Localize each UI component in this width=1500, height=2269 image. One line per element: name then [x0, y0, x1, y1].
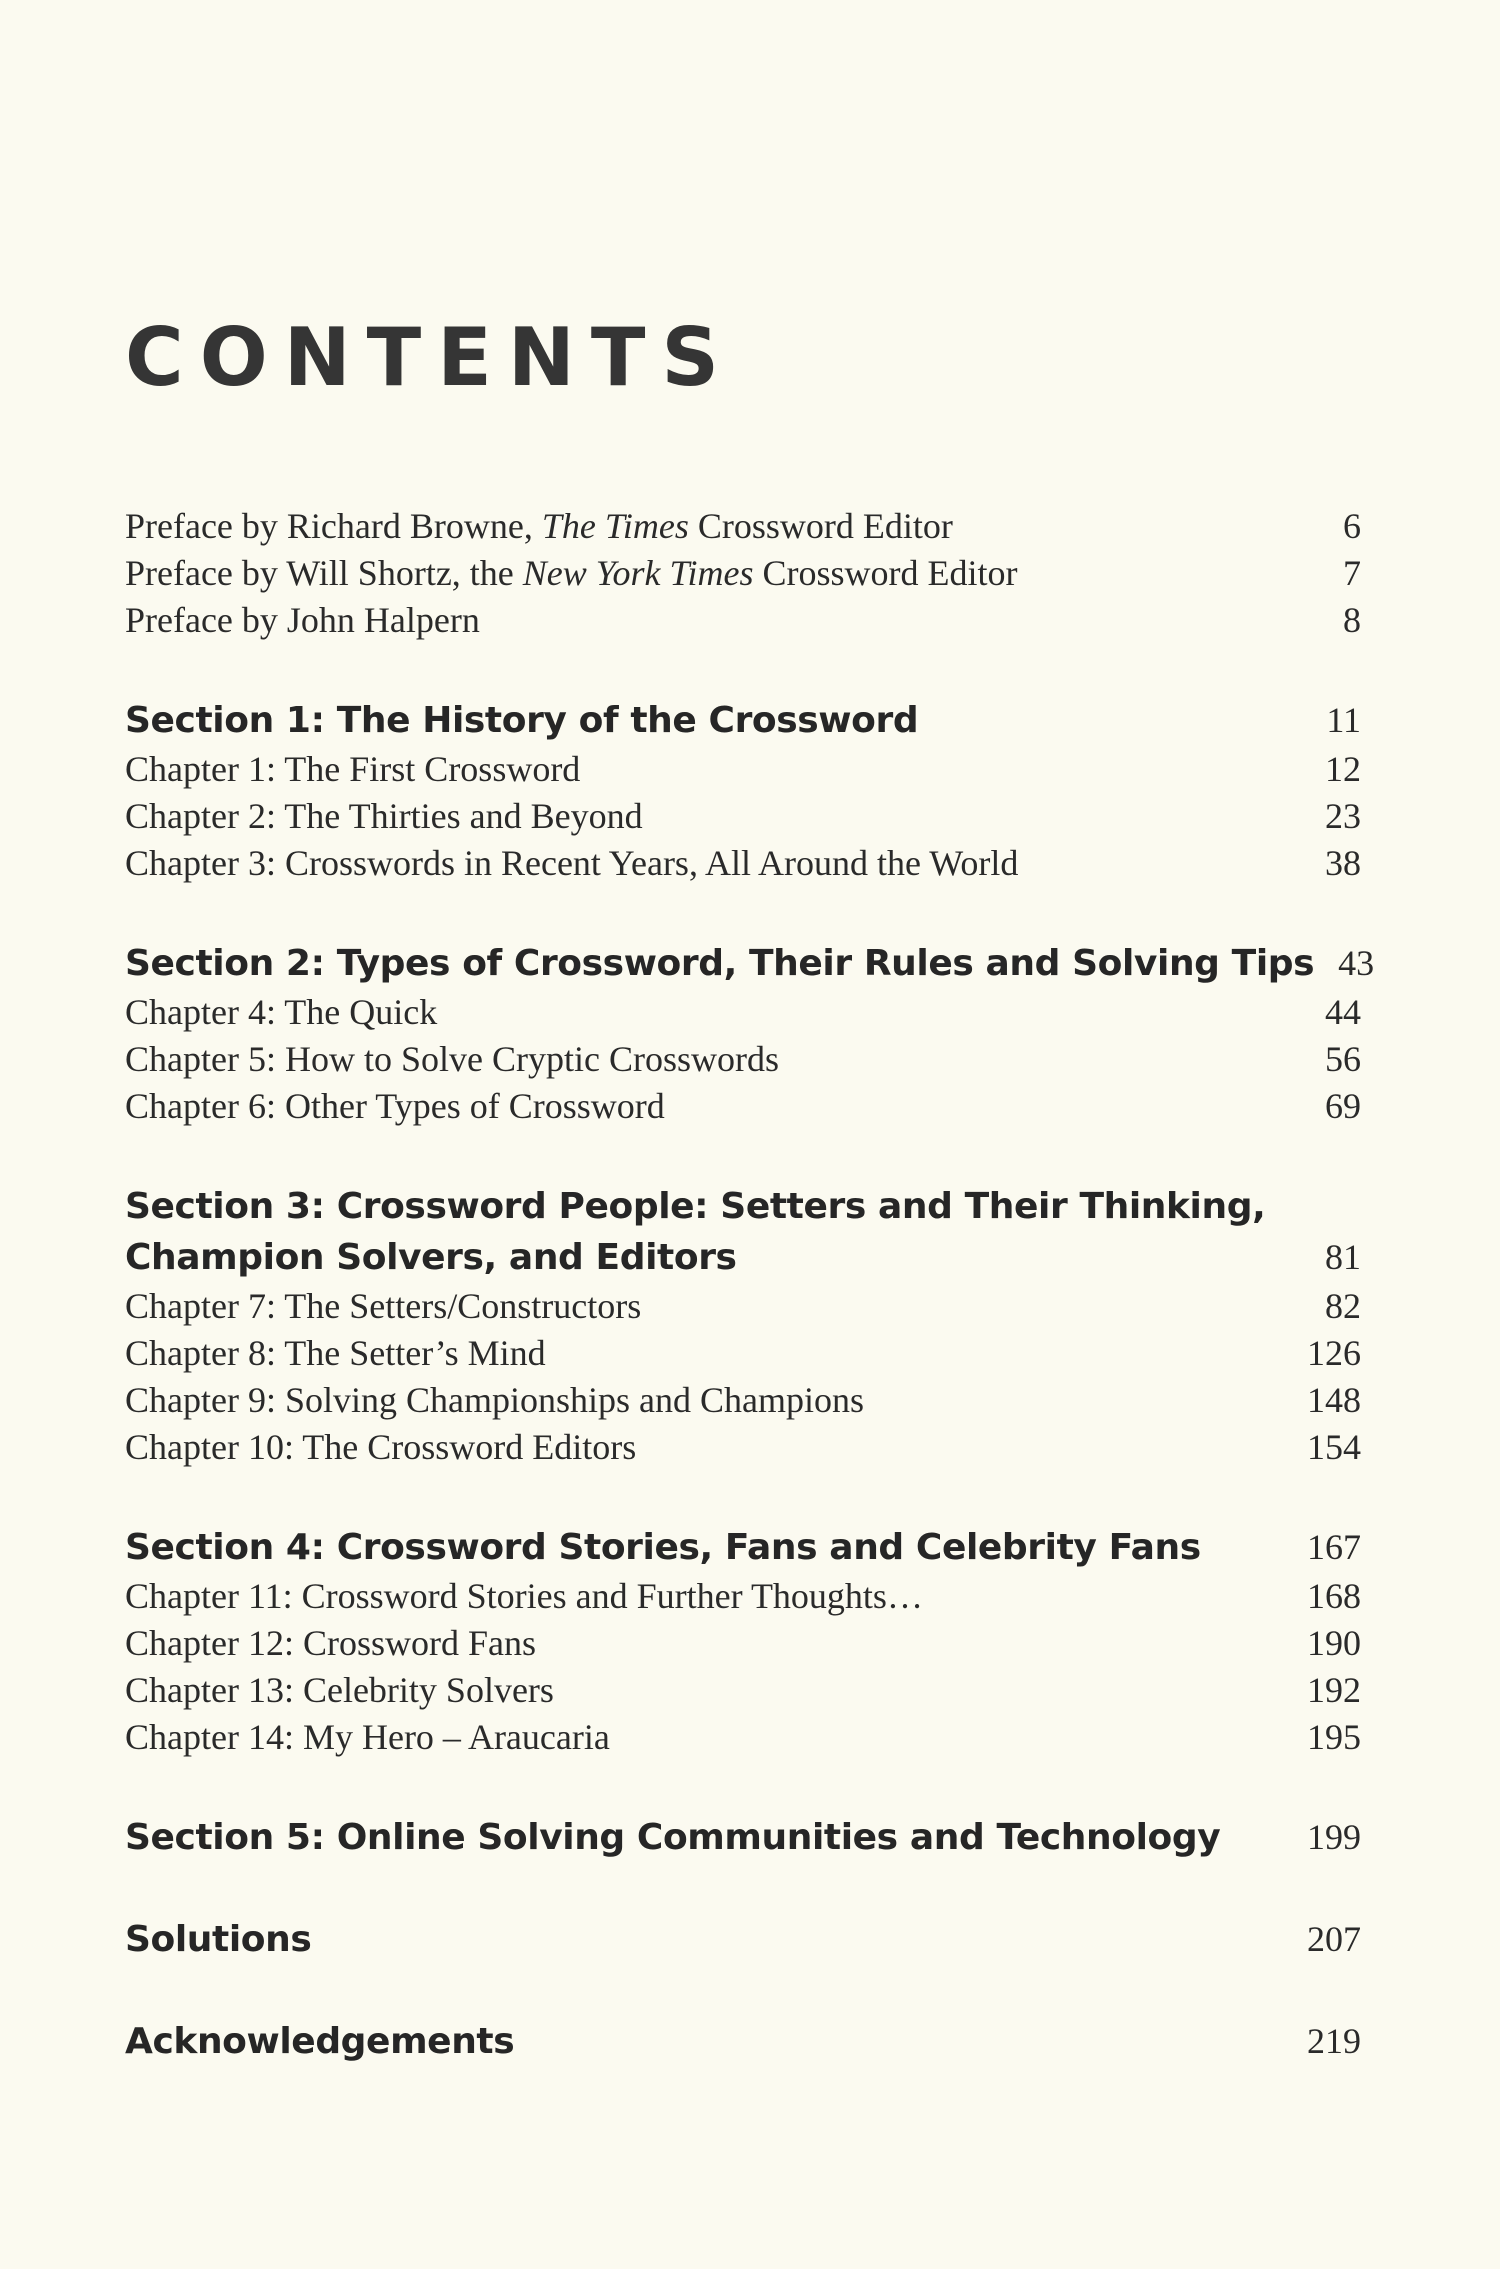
toc-entry-preface[interactable]	[125, 597, 1361, 644]
toc-page-number: 126	[1307, 1333, 1361, 1373]
preface-text: Preface by Richard Browne,	[125, 506, 542, 546]
toc-chapter-8[interactable]	[125, 1330, 1361, 1377]
chapter-title: Chapter 6: Other Types of Crossword	[125, 1086, 665, 1126]
toc-chapter-6[interactable]	[125, 1083, 1361, 1130]
section-title-line-2: Champion Solvers, and Editors	[125, 1237, 737, 1278]
chapter-title: Chapter 11: Crossword Stories and Further Thoughts…	[125, 1576, 923, 1616]
toc-page-number: 12	[1325, 749, 1361, 789]
chapter-title: Chapter 3: Crosswords in Recent Years, All Around the World	[125, 843, 1019, 883]
section-title: Solutions	[125, 1919, 312, 1960]
toc-solutions[interactable]	[125, 1914, 1361, 1965]
toc-page-number: 195	[1307, 1717, 1361, 1757]
toc-page-number: 207	[1307, 1919, 1361, 1959]
preface-text: Crossword Editor	[753, 553, 1018, 593]
toc-chapter-13[interactable]	[125, 1667, 1361, 1714]
spacer	[125, 1471, 1361, 1522]
toc-chapter-5[interactable]	[125, 1036, 1361, 1083]
page-title: CONTENTS	[125, 311, 736, 404]
toc-chapter-1[interactable]	[125, 746, 1361, 793]
toc-section-4[interactable]	[125, 1522, 1361, 1573]
toc-page-number: 199	[1307, 1817, 1361, 1857]
preface-italic: New York Times	[522, 553, 754, 593]
section-title: Acknowledgements	[125, 2021, 515, 2062]
toc-chapter-12[interactable]	[125, 1620, 1361, 1667]
section-title: Section 5: Online Solving Communities and Technology	[125, 1817, 1221, 1858]
chapter-title: Chapter 2: The Thirties and Beyond	[125, 796, 643, 836]
toc-page-number: 167	[1307, 1527, 1361, 1567]
toc-entry-label	[125, 550, 1018, 597]
spacer	[125, 1965, 1361, 2016]
toc-page-number: 148	[1307, 1380, 1361, 1420]
toc-page-number: 44	[1325, 992, 1361, 1032]
toc-chapter-4[interactable]	[125, 989, 1361, 1036]
toc-acknowledgements[interactable]	[125, 2016, 1361, 2067]
toc-page-number: 82	[1325, 1286, 1361, 1326]
section-title: Section 2: Types of Crossword, Their Rules and Solving Tips	[125, 943, 1315, 984]
preface-text: Preface by John Halpern	[125, 600, 480, 640]
chapter-title: Chapter 1: The First Crossword	[125, 749, 581, 789]
chapter-title: Chapter 8: The Setter’s Mind	[125, 1333, 546, 1373]
chapter-title: Chapter 12: Crossword Fans	[125, 1623, 536, 1663]
chapter-title: Chapter 4: The Quick	[125, 992, 438, 1032]
table-of-contents	[125, 503, 1375, 2067]
toc-page-number: 11	[1326, 700, 1361, 740]
toc-entry-preface[interactable]	[125, 550, 1361, 597]
toc-chapter-9[interactable]	[125, 1377, 1361, 1424]
spacer	[125, 1863, 1361, 1914]
chapter-title: Chapter 14: My Hero – Araucaria	[125, 1717, 610, 1757]
chapter-title: Chapter 10: The Crossword Editors	[125, 1427, 637, 1467]
toc-page-number: 190	[1307, 1623, 1361, 1663]
toc-section-3-line-2[interactable]	[125, 1232, 1361, 1283]
toc-page-number: 38	[1325, 843, 1361, 883]
toc-page-number: 192	[1307, 1670, 1361, 1710]
toc-page-number: 168	[1307, 1576, 1361, 1616]
toc-entry-label	[125, 503, 953, 550]
toc-section-3[interactable]	[125, 1181, 1361, 1232]
toc-chapter-7[interactable]	[125, 1283, 1361, 1330]
toc-page-number: 7	[1343, 553, 1361, 593]
toc-chapter-10[interactable]	[125, 1424, 1361, 1471]
toc-chapter-3[interactable]	[125, 840, 1361, 887]
preface-italic: The Times	[541, 506, 689, 546]
toc-chapter-11[interactable]	[125, 1573, 1361, 1620]
toc-page-number: 23	[1325, 796, 1361, 836]
chapter-title: Chapter 13: Celebrity Solvers	[125, 1670, 554, 1710]
toc-page-number: 219	[1307, 2021, 1361, 2061]
chapter-title: Chapter 5: How to Solve Cryptic Crosswords	[125, 1039, 779, 1079]
toc-page-number: 154	[1307, 1427, 1361, 1467]
preface-text: Preface by Will Shortz, the	[125, 553, 523, 593]
section-title-line-1: Section 3: Crossword People: Setters and Their Thinking,	[125, 1186, 1266, 1227]
spacer	[125, 1130, 1361, 1181]
toc-entry-label	[125, 597, 480, 644]
spacer	[125, 1761, 1361, 1812]
toc-entry-preface[interactable]	[125, 503, 1361, 550]
spacer	[125, 644, 1361, 695]
toc-page-number: 43	[1338, 943, 1375, 983]
section-title: Section 1: The History of the Crossword	[125, 700, 919, 741]
toc-page-number: 8	[1343, 600, 1361, 640]
toc-chapter-14[interactable]	[125, 1714, 1361, 1761]
section-title: Section 4: Crossword Stories, Fans and Celebrity Fans	[125, 1527, 1201, 1568]
toc-page-number: 6	[1343, 506, 1361, 546]
toc-section-1[interactable]	[125, 695, 1361, 746]
toc-section-2[interactable]	[125, 938, 1375, 989]
spacer	[125, 887, 1361, 938]
toc-page-number: 56	[1325, 1039, 1361, 1079]
chapter-title: Chapter 9: Solving Championships and Champions	[125, 1380, 864, 1420]
preface-text: Crossword Editor	[688, 506, 953, 546]
chapter-title: Chapter 7: The Setters/Constructors	[125, 1286, 642, 1326]
toc-page-number: 69	[1325, 1086, 1361, 1126]
toc-section-5[interactable]	[125, 1812, 1361, 1863]
toc-page-number: 81	[1325, 1237, 1361, 1277]
toc-chapter-2[interactable]	[125, 793, 1361, 840]
